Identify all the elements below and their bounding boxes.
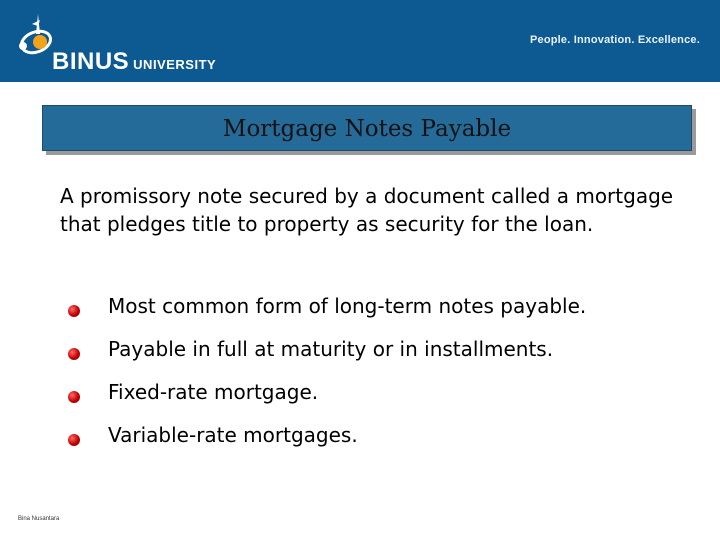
tagline: People. Innovation. Excellence. bbox=[529, 34, 700, 46]
slide-title: Mortgage Notes Payable bbox=[222, 116, 512, 142]
bullet-text: Variable-rate mortgages. bbox=[108, 423, 358, 447]
slide-title-box bbox=[42, 105, 692, 151]
bullet-dot-icon bbox=[68, 391, 80, 403]
bullet-dot-icon bbox=[68, 348, 80, 360]
header-bar bbox=[0, 0, 720, 82]
bullet-dot-icon bbox=[68, 305, 80, 317]
binus-logo bbox=[14, 12, 217, 75]
bullet-dot-icon bbox=[68, 434, 80, 446]
bullet-text: Most common form of long-term notes payable. bbox=[108, 294, 587, 318]
logo-subtitle: UNIVERSITY bbox=[133, 57, 217, 72]
bullet-text: Payable in full at maturity or in installments. bbox=[108, 337, 554, 361]
footer-text: Bina Nusantara bbox=[18, 516, 60, 522]
bullet-text: Fixed-rate mortgage. bbox=[108, 380, 319, 404]
logo-wordmark bbox=[52, 48, 216, 76]
intro-paragraph: A promissory note secured by a document called a mortgage that pledges title to property as security for the loan. bbox=[60, 184, 674, 236]
logo-name: BINUS bbox=[52, 48, 130, 75]
